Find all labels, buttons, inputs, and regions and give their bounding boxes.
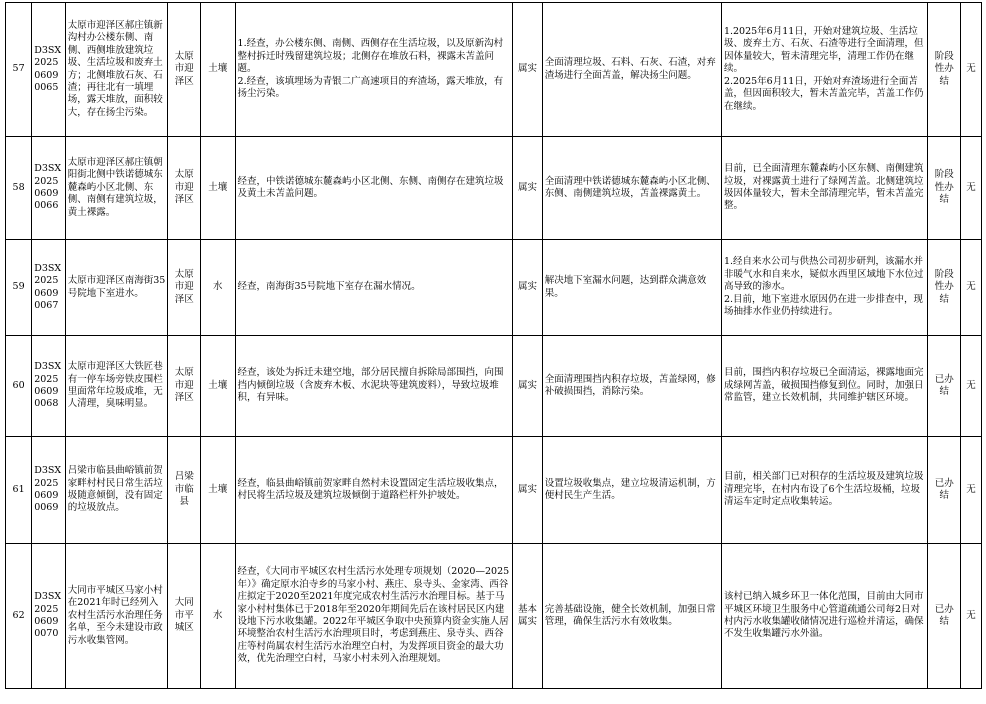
verification-cell: 属实 (513, 137, 542, 240)
investigation-cell-paragraph: 1.经查，办公楼东侧、南侧、西侧存在生活垃圾，以及原新沟村整村拆迁时残留建筑垃圾；北侧存在堆放石料，裸露未苫盖问题。 (237, 38, 504, 75)
complaint-content-cell: 太原市迎泽区郝庄镇新沟村办公楼东侧、南侧、西侧堆放建筑垃圾、生活垃圾和废弃土方；北侧堆放石灰、石渣；再往北有一填埋场，露天堆放，面积较大，存在扬尘污染。 (65, 3, 168, 137)
plan-cell: 全面清理中铁诺德城东麓森屿小区北侧、东侧、南侧建筑垃圾，苫盖裸露黄土。 (542, 137, 721, 240)
table-row (6, 137, 982, 240)
case-code-cell: D3SX202506090066 (32, 137, 66, 240)
progress-cell (721, 336, 928, 437)
verification-cell: 属实 (513, 336, 542, 437)
table-row (6, 336, 982, 437)
investigation-cell-paragraph: 经查，《大同市平城区农村生活污水处理专项规划（2020—2025年）》确定原水泊寺乡的马家小村、燕庄、泉寺头、金家湾、西谷庄拟定于2020至2021年度完成农村生活污水治理目标。基于马家小村村集体已于2018年至2020年期间先后在该村居民区内建设地下污水收集罐。2022年平城区争取中央预算内资金实施人居环境整治农村生活污水治理项目时，考虑到燕庄、泉寺头、西谷庄等村尚属农村生活污水治理空白村，为发挥项目资金的最大功效，优先治理空白村，马家小村未列入治理规划。 (237, 566, 510, 665)
region-cell: 太原市迎泽区 (168, 240, 200, 336)
case-table-body (6, 3, 982, 689)
accountability-cell: 无 (960, 3, 981, 137)
progress-cell (721, 437, 928, 544)
progress-cell-paragraph: 1.经自来水公司与供热公司初步研判，该漏水并非暖气水和自来水，疑似水西里区域地下水位过高导致的渗水。 (723, 256, 924, 293)
case-code-cell: D3SX202506090065 (32, 3, 66, 137)
status-cell: 已办结 (928, 437, 960, 544)
investigation-cell-paragraph: 经查，临县曲峪镇前贺家畔自然村未设置固定生活垃圾收集点，村民将生活垃圾及建筑垃圾倾倒于道路栏杆外护坡处。 (237, 477, 504, 501)
plan-cell: 全面清理垃圾、石料、石灰、石渣，对弃渣场进行全面苫盖，解决扬尘问题。 (542, 3, 721, 137)
investigation-cell (235, 3, 513, 137)
complaint-content-cell: 吕梁市临县曲峪镇前贺家畔村村民日常生活垃圾随意倾倒，没有固定的垃圾放点。 (65, 437, 168, 544)
region-cell: 太原市迎泽区 (168, 336, 200, 437)
table-row (6, 3, 982, 137)
region-cell: 太原市迎泽区 (168, 3, 200, 137)
pollution-type-cell: 水 (200, 240, 235, 336)
plan-cell: 全面清理围挡内积存垃圾，苫盖绿网，修补破损围挡，消除污染。 (542, 336, 721, 437)
region-cell: 大同市平城区 (168, 544, 200, 689)
case-code-cell: D3SX202506090068 (32, 336, 66, 437)
region-cell: 太原市迎泽区 (168, 137, 200, 240)
pollution-type-cell: 水 (200, 544, 235, 689)
complaint-content-cell: 太原市迎泽区南海街35号院地下室进水。 (65, 240, 168, 336)
table-row (6, 544, 982, 689)
progress-cell-paragraph: 2.2025年6月11日，开始对弃渣场进行全面苫盖，但因面积较大，暂未苫盖完毕，苫盖工作仍在继续。 (723, 75, 924, 112)
verification-cell: 属实 (513, 437, 542, 544)
plan-cell: 解决地下室漏水问题，达到群众满意效果。 (542, 240, 721, 336)
status-cell: 阶段性办结 (928, 3, 960, 137)
row-number-cell: 60 (6, 336, 32, 437)
case-code-cell: D3SX202506090067 (32, 240, 66, 336)
table-row (6, 437, 982, 544)
case-code-cell: D3SX202506090069 (32, 437, 66, 544)
progress-cell-paragraph: 2.目前，地下室进水原因仍在进一步排查中，现场抽排水作业仍持续进行。 (723, 293, 924, 318)
pollution-type-cell: 土壤 (200, 336, 235, 437)
investigation-cell-paragraph: 2.经查，该填埋场为青银二广高速项目的弃渣场，露天堆放，有扬尘污染。 (237, 75, 504, 100)
progress-cell (721, 240, 928, 336)
investigation-cell (235, 240, 513, 336)
progress-cell-paragraph: 1.2025年6月11日，开始对建筑垃圾、生活垃圾、废弃土方、石灰、石渣等进行全面清理，但因体量较大，暂未清理完毕，清理工作仍在继续。 (723, 26, 924, 75)
row-number-cell: 57 (6, 3, 32, 137)
row-number-cell: 61 (6, 437, 32, 544)
row-number-cell: 58 (6, 137, 32, 240)
progress-cell (721, 137, 928, 240)
progress-cell (721, 544, 928, 689)
pollution-type-cell: 土壤 (200, 437, 235, 544)
status-cell: 已办结 (928, 336, 960, 437)
investigation-cell-paragraph: 经查，南海街35号院地下室存在漏水情况。 (237, 281, 421, 293)
accountability-cell: 无 (960, 544, 981, 689)
verification-cell: 属实 (513, 240, 542, 336)
plan-cell: 完善基础设施，健全长效机制，加强日常管理，确保生活污水有效收集。 (542, 544, 721, 689)
verification-cell: 属实 (513, 3, 542, 137)
progress-cell-paragraph: 目前，相关部门已对积存的生活垃圾及建筑垃圾清理完毕，在村内布设了6个生活垃圾桶，垃圾清运车定时定点收集转运。 (723, 471, 924, 508)
pollution-type-cell: 土壤 (200, 137, 235, 240)
complaint-content-cell: 大同市平城区马家小村在2021年时已经列入农村生活污水治理任务名单，至今未建设市政污水收集管网。 (65, 544, 168, 689)
progress-cell-paragraph: 目前，围挡内积存垃圾已全面清运，裸露地面完成绿网苫盖，破损围挡修复到位。同时，加强日常监管，建立长效机制，共同维护辖区环境。 (723, 367, 924, 404)
investigation-cell (235, 137, 513, 240)
complaint-content-cell: 太原市迎泽区大铁匠巷有一停车场旁铁皮围栏里面常年垃圾成堆，无人清理，臭味明显。 (65, 336, 168, 437)
status-cell: 已办结 (928, 544, 960, 689)
pollution-type-cell: 土壤 (200, 3, 235, 137)
investigation-cell (235, 437, 513, 544)
plan-cell: 设置垃圾收集点，建立垃圾清运机制，方便村民生产生活。 (542, 437, 721, 544)
investigation-cell (235, 544, 513, 689)
case-code-cell: D3SX202506090070 (32, 544, 66, 689)
accountability-cell: 无 (960, 137, 981, 240)
status-cell: 阶段性办结 (928, 240, 960, 336)
investigation-cell (235, 336, 513, 437)
accountability-cell: 无 (960, 336, 981, 437)
investigation-cell-paragraph: 经查，该处为拆迁未建空地，部分居民擅自拆除局部围挡，向围挡内倾倒垃圾（含废弃木板、水泥块等建筑废料），导致垃圾堆积，有异味。 (237, 367, 504, 404)
progress-cell (721, 3, 928, 137)
case-table-container (5, 2, 982, 689)
table-row (6, 240, 982, 336)
investigation-cell-paragraph: 经查，中铁诺德城东麓森屿小区北侧、东侧、南侧存在建筑垃圾及黄土未苫盖问题。 (237, 175, 504, 199)
accountability-cell: 无 (960, 437, 981, 544)
verification-cell: 基本属实 (513, 544, 542, 689)
progress-cell-paragraph: 目前，已全面清理东麓森屿小区东侧、南侧建筑垃圾，对裸露黄土进行了绿网苫盖。北侧建筑垃圾因体量较大，暂未全部清理完毕，暂未苫盖完整。 (723, 163, 924, 212)
region-cell: 吕梁市临县 (168, 437, 200, 544)
accountability-cell: 无 (960, 240, 981, 336)
row-number-cell: 62 (6, 544, 32, 689)
complaint-content-cell: 太原市迎泽区郝庄镇朝阳街北侧中铁诺德城东麓森屿小区北侧、东侧、南侧有建筑垃圾，黄土裸露。 (65, 137, 168, 240)
row-number-cell: 59 (6, 240, 32, 336)
status-cell: 阶段性办结 (928, 137, 960, 240)
case-table (5, 2, 982, 689)
progress-cell-paragraph: 该村已纳入城乡环卫一体化范围，目前由大同市平城区环境卫生服务中心管道疏通公司每2日对村内污水收集罐收储情况进行巡检并清运，确保不发生收集罐污水外溢。 (723, 591, 924, 640)
